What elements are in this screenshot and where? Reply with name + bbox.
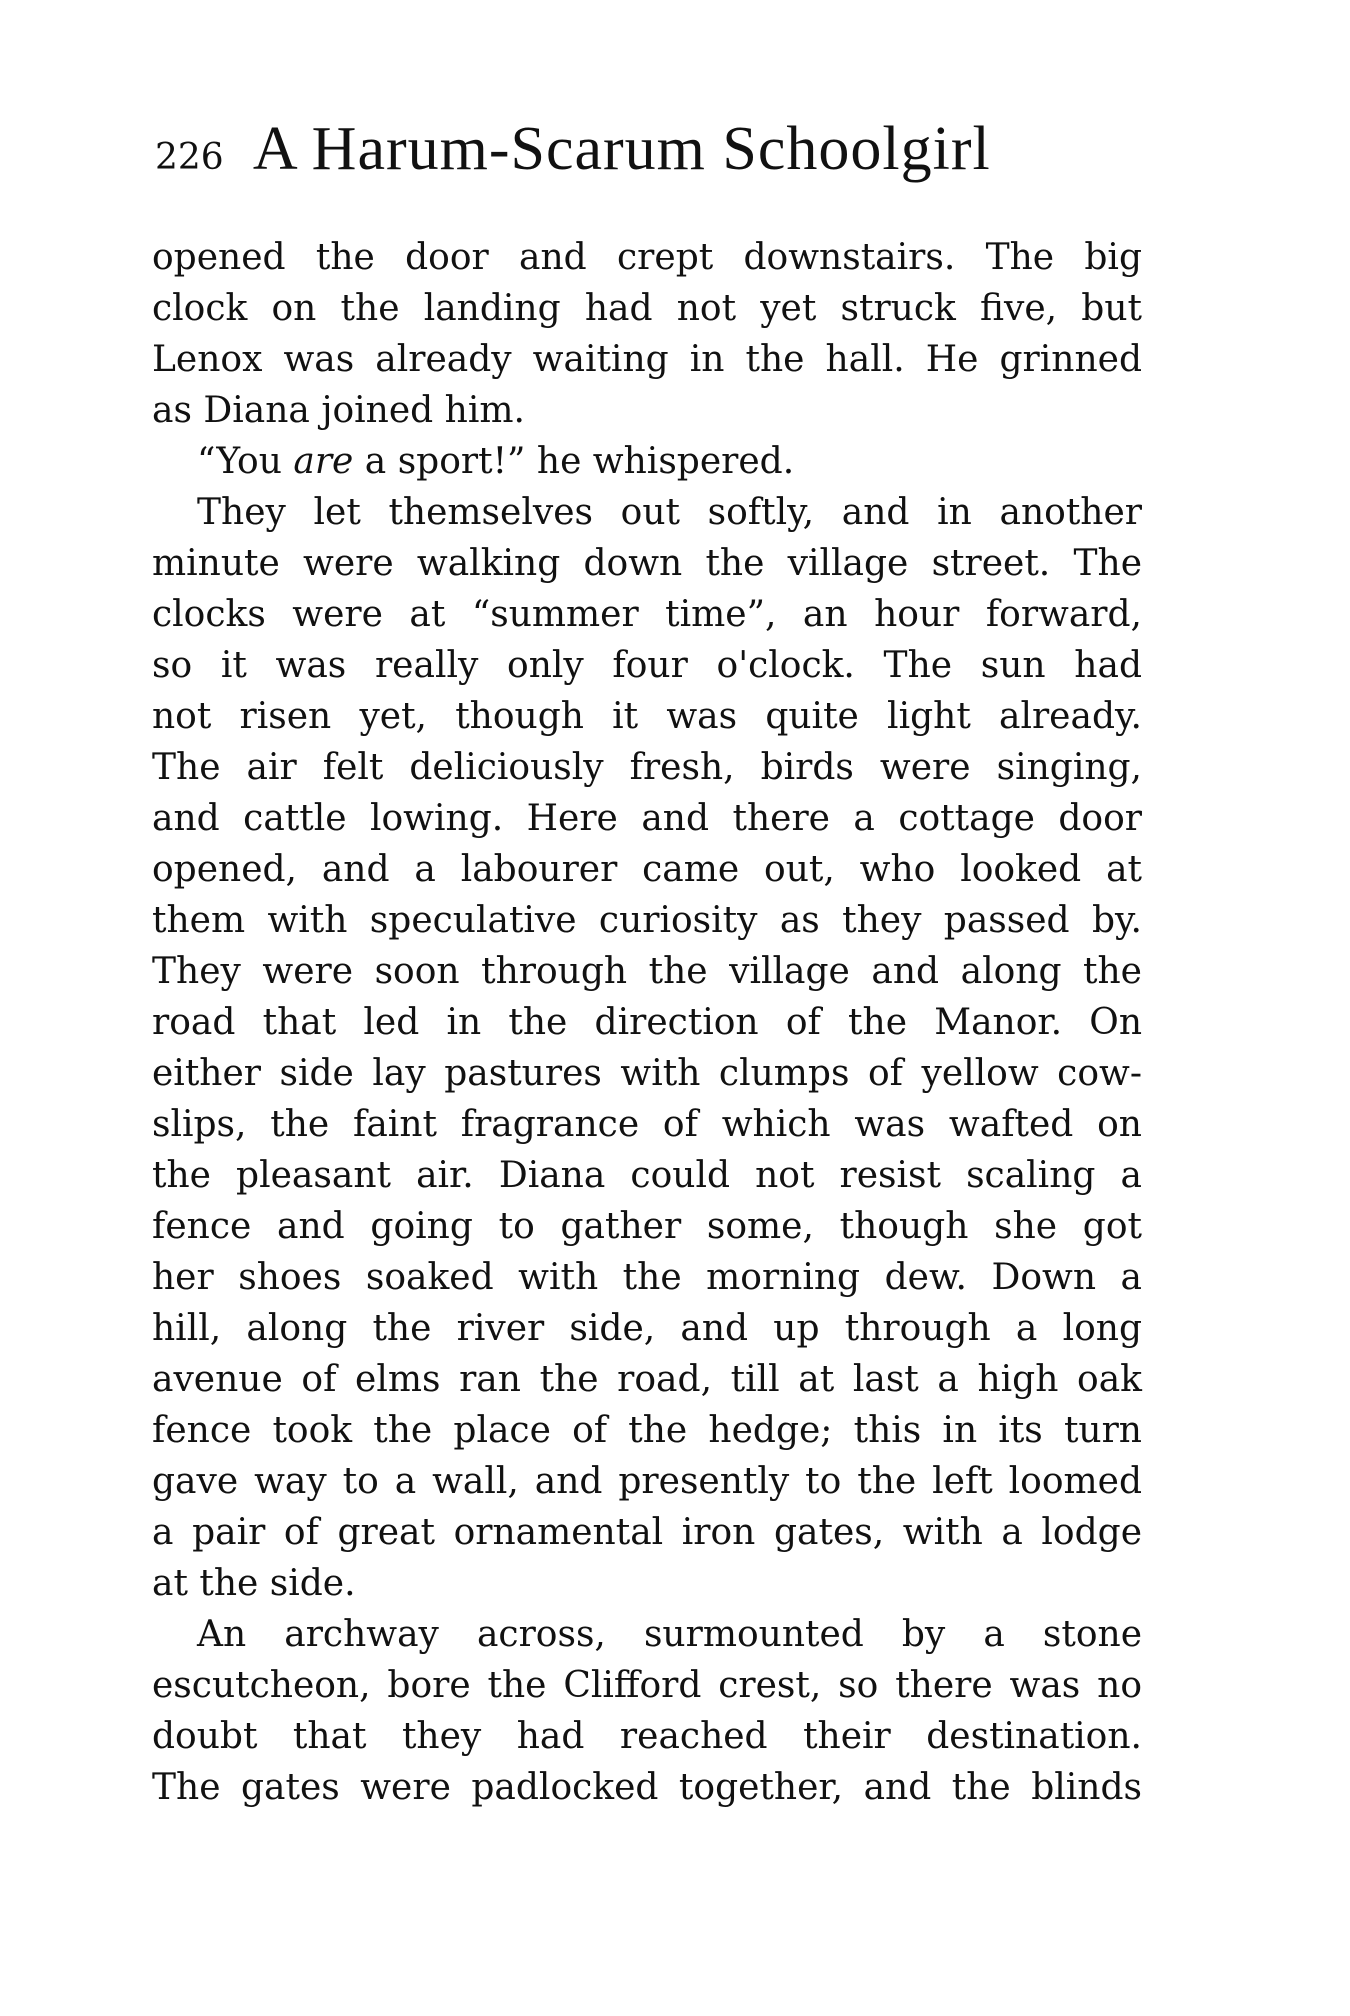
text-line: escutcheon, bore the Clifford crest, so there was no — [152, 1665, 1142, 1706]
text-line: either side lay pastures with clumps of yellow cow- — [152, 1053, 1142, 1094]
text-line: avenue of elms ran the road, till at last a high oak — [152, 1359, 1142, 1400]
text-line: at the side. — [152, 1563, 356, 1604]
text-line: a pair of great ornamental iron gates, with a lodge — [152, 1512, 1142, 1553]
text-line: fence took the place of the hedge; this in its turn — [152, 1410, 1142, 1451]
text-line: as Diana joined him. — [152, 390, 525, 431]
text-line: They were soon through the village and along the — [152, 951, 1142, 992]
text-line: clock on the landing had not yet struck five, but — [152, 288, 1142, 329]
text-line: fence and going to gather some, though she got — [152, 1206, 1142, 1247]
text-line: so it was really only four o'clock. The sun had — [152, 645, 1142, 686]
text-line: hill, along the river side, and up through a long — [152, 1308, 1142, 1349]
text-line: doubt that they had reached their destination. — [152, 1716, 1142, 1757]
page-header — [155, 115, 1155, 183]
text-line: “You are a sport!” he whispered. — [197, 441, 795, 482]
text-line: and cattle lowing. Here and there a cottage door — [152, 798, 1142, 839]
text-line: They let themselves out softly, and in another — [197, 492, 1142, 533]
running-title: A Harum-Scarum Schoolgirl — [252, 115, 991, 183]
text-line: clocks were at “summer time”, an hour forward, — [152, 594, 1142, 635]
text-line: them with speculative curiosity as they passed by. — [152, 900, 1142, 941]
text-line: Lenox was already waiting in the hall. He grinned — [152, 339, 1142, 380]
text-line: The gates were padlocked together, and the blinds — [152, 1767, 1142, 1808]
body-text — [152, 232, 1142, 1813]
text-line: her shoes soaked with the morning dew. Down a — [152, 1257, 1142, 1298]
text-line: road that led in the direction of the Manor. On — [152, 1002, 1142, 1043]
text-line: opened, and a labourer came out, who looked at — [152, 849, 1142, 890]
text-line: The air felt deliciously fresh, birds were singing, — [152, 747, 1142, 788]
text-line: minute were walking down the village street. The — [152, 543, 1142, 584]
text-line: the pleasant air. Diana could not resist scaling a — [152, 1155, 1142, 1196]
text-line: An archway across, surmounted by a stone — [197, 1614, 1142, 1655]
text-line: gave way to a wall, and presently to the left loomed — [152, 1461, 1142, 1502]
text-line: opened the door and crept downstairs. The big — [152, 237, 1142, 278]
text-line: not risen yet, though it was quite light already. — [152, 696, 1142, 737]
text-line: slips, the faint fragrance of which was wafted on — [152, 1104, 1142, 1145]
page-number: 226 — [155, 137, 224, 178]
